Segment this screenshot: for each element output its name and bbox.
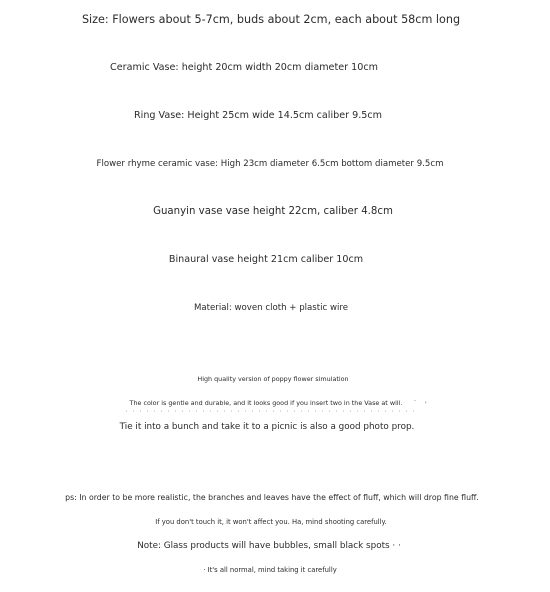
- ring-vase-text: Ring Vase: Height 25cm wide 14.5cm caliber 9.5cm: [133, 110, 383, 121]
- glass-note-text: Note: Glass products will have bubbles, small black spots · ·: [137, 541, 401, 551]
- normal-note-text: · It's all normal, mind taking it carefully: [203, 566, 337, 574]
- binaural-vase-text: Binaural vase height 21cm caliber 10cm: [168, 254, 364, 265]
- faint-text-residue: [126, 410, 418, 412]
- stray-dot-mark: ·: [414, 398, 416, 405]
- partially-hidden-text-line: [126, 410, 418, 412]
- touch-note-text: If you don't touch it, it won't affect you. Ha, mind shooting carefully.: [155, 518, 387, 526]
- quality-text: High quality version of poppy flower simulation: [197, 375, 349, 383]
- stray-apostrophe-mark: ': [425, 401, 427, 408]
- fluff-note-text: ps: In order to be more realistic, the branches and leaves have the effect of fluff, which will drop fine fluff.: [65, 493, 479, 502]
- flower-rhyme-vase-text: Flower rhyme ceramic vase: High 23cm diameter 6.5cm bottom diameter 9.5cm: [96, 159, 444, 169]
- ceramic-vase-text: Ceramic Vase: height 20cm width 20cm diameter 10cm: [110, 62, 378, 73]
- size-text: Size: Flowers about 5-7cm, buds about 2cm, each about 58cm long: [81, 13, 461, 26]
- guanyin-vase-text: Guanyin vase vase height 22cm, caliber 4.8cm: [153, 206, 393, 217]
- color-text: The color is gentle and durable, and it looks good if you insert two in the Vase at will.: [129, 399, 403, 407]
- picnic-text: Tie it into a bunch and take it to a picnic is also a good photo prop.: [119, 422, 415, 432]
- material-text: Material: woven cloth + plastic wire: [193, 303, 349, 313]
